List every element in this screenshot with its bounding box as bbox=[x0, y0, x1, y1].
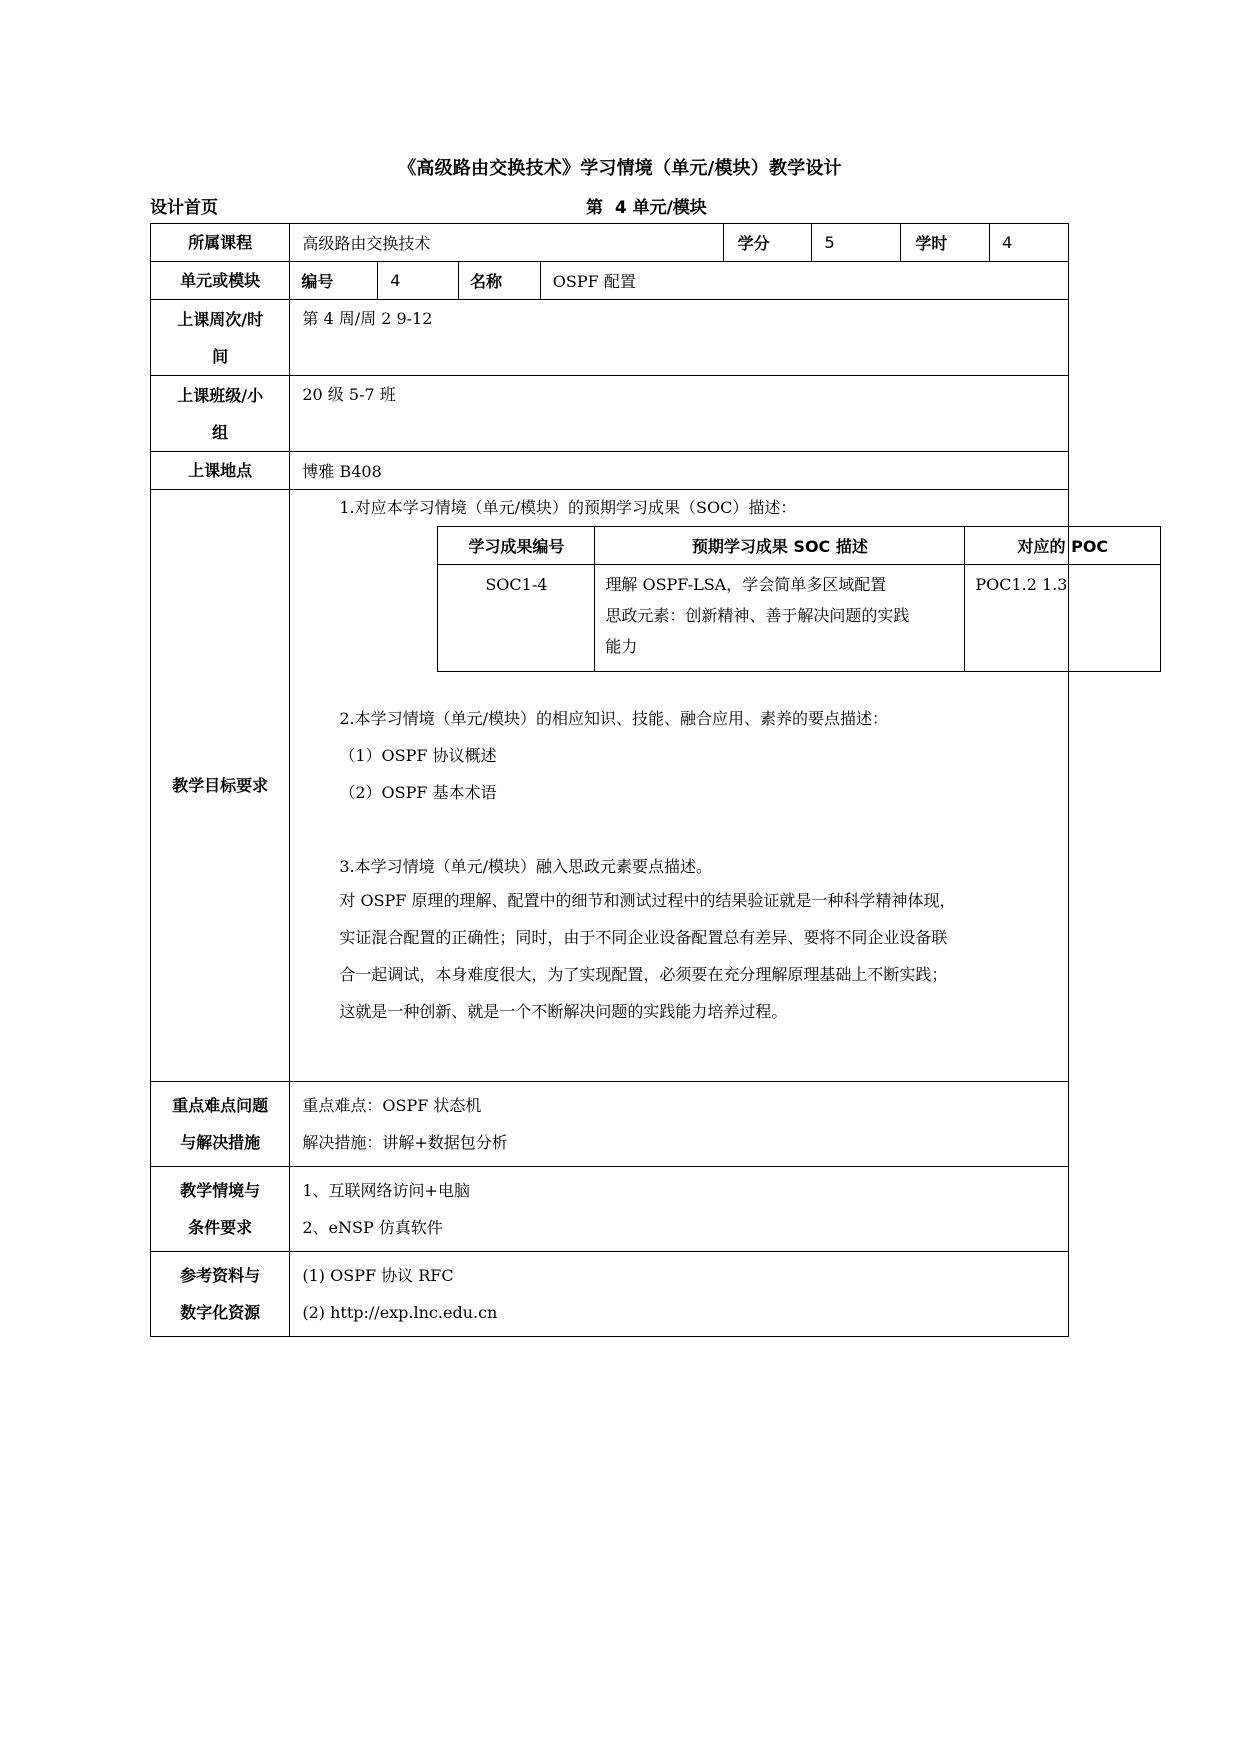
credit-label: 学分 bbox=[723, 224, 812, 262]
unit-number-value: 4 bbox=[378, 262, 459, 300]
soc-header-row bbox=[438, 527, 1161, 565]
goals-section2-title: 2.本学习情境（单元/模块）的相应知识、技能、融合应用、素养的要点描述： bbox=[339, 709, 889, 728]
schedule-row bbox=[151, 300, 1069, 376]
hours-value: 4 bbox=[990, 224, 1069, 262]
soc-description-line2: 思政元素：创新精神、善于解决问题的实践 bbox=[605, 606, 910, 625]
course-value: 高级路由交换技术 bbox=[290, 224, 723, 262]
soc-header-description: 预期学习成果 SOC 描述 bbox=[595, 527, 965, 565]
schedule-label-line1: 上课周次/时 bbox=[177, 309, 264, 329]
conditions-label-line1: 教学情境与 bbox=[180, 1181, 261, 1200]
soc-table bbox=[437, 526, 1161, 672]
soc-poc: POC1.2 1.3 bbox=[965, 565, 1161, 672]
unit-number-heading: 第 4 单元/模块 bbox=[586, 198, 707, 218]
hours-label: 学时 bbox=[901, 224, 990, 262]
goals-section3-line1: 对 OSPF 原理的理解、配置中的细节和测试过程中的结果验证就是一种科学精神体现， bbox=[339, 891, 956, 910]
design-first-page-label: 设计首页 bbox=[150, 198, 218, 218]
class-group-row bbox=[151, 376, 1069, 452]
soc-header-id: 学习成果编号 bbox=[438, 527, 595, 565]
key-points-content bbox=[290, 1082, 1069, 1167]
schedule-label-line2: 间 bbox=[212, 346, 229, 366]
class-group-value: 20 级 5-7 班 bbox=[290, 376, 1069, 452]
soc-data-row bbox=[438, 565, 1161, 672]
goals-section2-item1: （1）OSPF 协议概述 bbox=[339, 746, 497, 765]
goals-section3-body bbox=[339, 882, 1049, 1030]
key-points-row bbox=[151, 1082, 1069, 1167]
goals-section3-title: 3.本学习情境（单元/模块）融入思政元素要点描述。 bbox=[339, 857, 713, 876]
location-row bbox=[151, 452, 1069, 490]
class-group-label bbox=[151, 376, 290, 452]
class-group-label-line1: 上课班级/小 bbox=[177, 385, 264, 405]
references-row bbox=[151, 1252, 1069, 1337]
key-points-label-line1: 重点难点问题 bbox=[172, 1096, 269, 1115]
key-points-line2: 解决措施：讲解+数据包分析 bbox=[302, 1133, 508, 1152]
conditions-label-line2: 条件要求 bbox=[188, 1218, 253, 1237]
goals-section3-line2: 实证混合配置的正确性；同时，由于不同企业设备配置总有差异、要将不同企业设备联 bbox=[339, 928, 948, 947]
references-line1: (1) OSPF 协议 RFC bbox=[302, 1266, 454, 1285]
soc-header-poc: 对应的 POC bbox=[965, 527, 1161, 565]
unit-row bbox=[151, 262, 1069, 300]
location-label: 上课地点 bbox=[151, 452, 290, 490]
unit-label: 单元或模块 bbox=[151, 262, 290, 300]
conditions-line1: 1、互联网络访问+电脑 bbox=[302, 1181, 470, 1200]
course-label: 所属课程 bbox=[151, 224, 290, 262]
soc-description bbox=[595, 565, 965, 672]
course-row bbox=[151, 224, 1069, 262]
unit-number-label: 编号 bbox=[290, 262, 378, 300]
goals-section3-line4: 这就是一种创新、就是一个不断解决问题的实践能力培养过程。 bbox=[339, 1002, 788, 1021]
teaching-design-table bbox=[150, 223, 1109, 1337]
references-label-line1: 参考资料与 bbox=[180, 1266, 261, 1285]
document-title: 《高级路由交换技术》学习情境（单元/模块）教学设计 bbox=[398, 158, 842, 179]
goals-row bbox=[151, 490, 1069, 1082]
goals-label: 教学目标要求 bbox=[151, 490, 290, 1082]
conditions-row bbox=[151, 1167, 1069, 1252]
references-label-line2: 数字化资源 bbox=[180, 1303, 261, 1322]
soc-description-line3: 能力 bbox=[605, 637, 638, 656]
class-group-label-line2: 组 bbox=[212, 422, 229, 442]
conditions-content bbox=[290, 1167, 1069, 1252]
key-points-label-line2: 与解决措施 bbox=[180, 1133, 261, 1152]
soc-id: SOC1-4 bbox=[438, 565, 595, 672]
references-content bbox=[290, 1252, 1069, 1337]
conditions-label bbox=[151, 1167, 290, 1252]
references-line2: (2) http://exp.lnc.edu.cn bbox=[302, 1303, 498, 1322]
goals-section1-title: 1.对应本学习情境（单元/模块）的预期学习成果（SOC）描述： bbox=[339, 498, 797, 517]
conditions-line2: 2、eNSP 仿真软件 bbox=[302, 1218, 443, 1237]
schedule-value: 第 4 周/周 2 9-12 bbox=[290, 300, 1069, 376]
credit-value: 5 bbox=[812, 224, 901, 262]
references-label bbox=[151, 1252, 290, 1337]
key-points-line1: 重点难点：OSPF 状态机 bbox=[302, 1096, 482, 1115]
unit-name-value: OSPF 配置 bbox=[540, 262, 1068, 300]
unit-name-label: 名称 bbox=[459, 262, 541, 300]
schedule-label bbox=[151, 300, 290, 376]
goals-section2-item2: （2）OSPF 基本术语 bbox=[339, 783, 497, 802]
goals-section3-line3: 合一起调试，本身难度很大，为了实现配置，必须要在充分理解原理基础上不断实践； bbox=[339, 965, 948, 984]
key-points-label bbox=[151, 1082, 290, 1167]
soc-description-line1: 理解 OSPF-LSA，学会简单多区域配置 bbox=[605, 575, 887, 594]
goals-content bbox=[290, 490, 1109, 1082]
location-value: 博雅 B408 bbox=[290, 452, 1069, 490]
